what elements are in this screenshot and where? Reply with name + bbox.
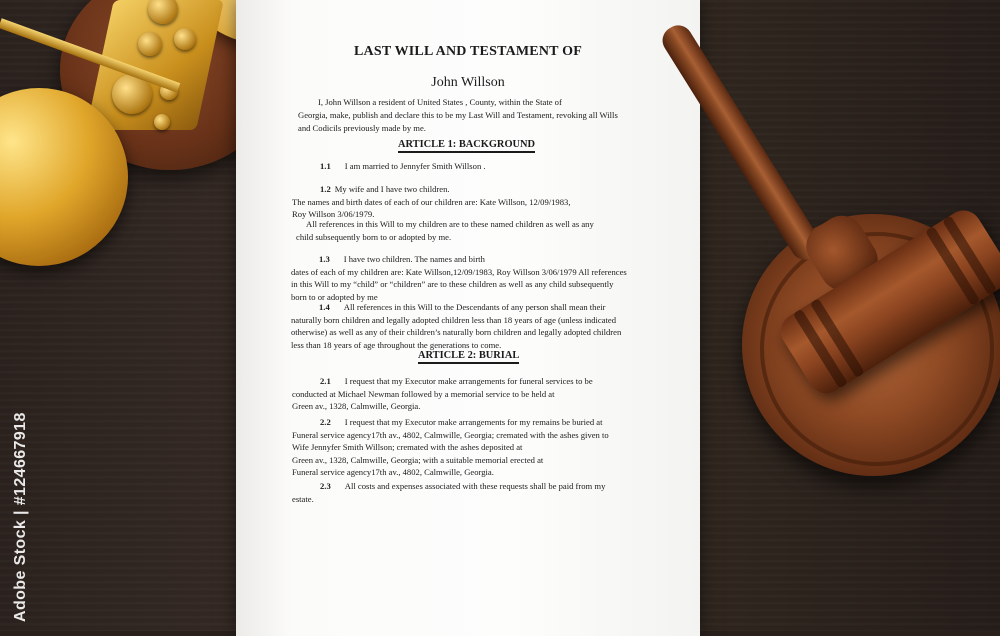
- section-2-2: 2.2 I request that my Executor make arrangements for my remains be buried at Funeral service agency17th av., 4802, Calmwille, Georgia; cremated with the ashes given to Wife Jennyfer Smith Willson; cremated with the ashes deposited at Green av., 1328, Calmwille, Georgia; with a suitable memorial erected at Funeral service agency17th av., 4802, Calmwille, Georgia.: [292, 417, 609, 478]
- section-1-4: 1.4 All references in this Will to the Descendants of any person shall mean their naturally born children and legally adopted children less than 18 years of age (unless indicated otherwise) as well as any of their children’s naturally born children and legally adopted children less than 18 years of age throughout the generations to come.: [291, 302, 622, 350]
- document-title: LAST WILL AND TESTAMENT OF: [354, 44, 582, 59]
- article-2-heading: ARTICLE 2: BURIAL: [418, 350, 519, 364]
- article-1-heading: ARTICLE 1: BACKGROUND: [398, 139, 535, 153]
- stock-id-watermark: Adobe Stock | #124667918: [12, 412, 29, 622]
- intro-paragraph: Georgia, make, publish and declare this to be my Last Will and Testament, revoking all Wills and Codicils previously made by me.: [298, 110, 618, 133]
- section-1-3: 1.3 I have two children. The names and birth dates of each of my children are: Kate Willson,12/09/1983, Roy Willson 3/06/1979 All references in this Will to my “child” or “children” are to these children as well as any child subsequently born to or adopted by me: [291, 254, 627, 302]
- section-1-2-references: All references in this Will to my children are to these named children as well as any child subsequently born to or adopted by me.: [296, 219, 594, 242]
- brass-weight: [154, 114, 170, 130]
- brass-weight: [138, 32, 162, 56]
- section-1-2: 1.2 My wife and I have two children. The names and birth dates of each of our children are: Kate Willson, 12/09/1983, Roy Willson 3/06/1979.: [292, 184, 571, 220]
- brass-weight: [174, 28, 196, 50]
- will-document: [236, 0, 700, 636]
- intro-paragraph: I, John Willson a resident of United States , County, within the State of: [318, 97, 562, 107]
- section-2-1: 2.1 I request that my Executor make arrangements for funeral services to be conducted at Michael Newman followed by a memorial service to be held at Green av., 1328, Calmwille, Georgia.: [292, 376, 593, 412]
- testator-name: John Willson: [431, 75, 505, 90]
- section-2-3: 2.3 All costs and expenses associated with these requests shall be paid from my estate.: [292, 481, 606, 504]
- section-1-1: 1.1 I am married to Jennyfer Smith Willson .: [320, 161, 486, 171]
